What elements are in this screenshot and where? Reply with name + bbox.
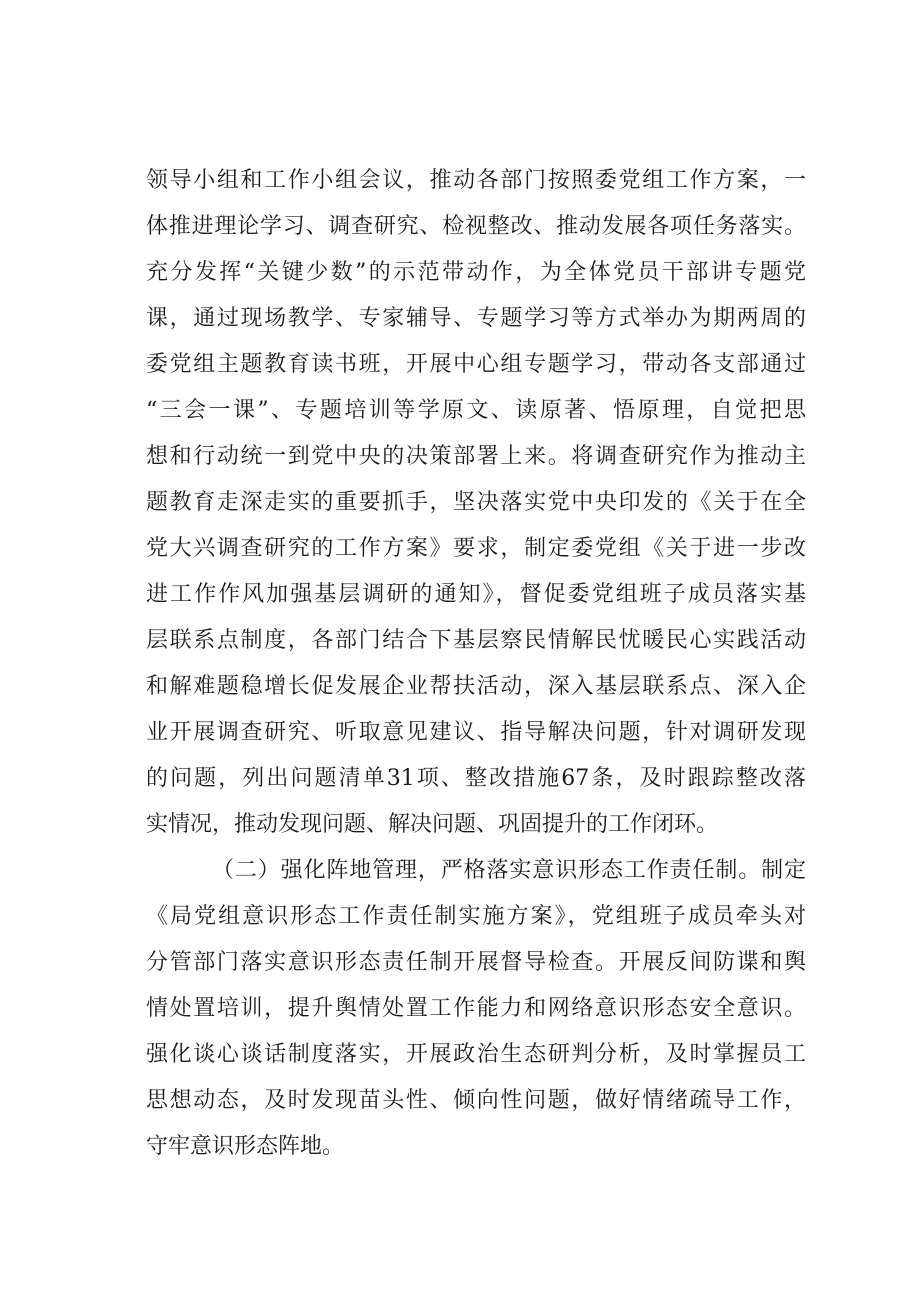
text-line: 守牢意识形态阵地。	[146, 1134, 345, 1159]
section-heading-line: （二）强化阵地管理，严格落实意识形态工作责任制。制定	[212, 858, 806, 883]
text-line: 情处置培训，提升舆情处置工作能力和网络意识形态安全意识。	[146, 996, 806, 1021]
text-line: 领导小组和工作小组会议，推动各部门按照委党组工作方案，一	[146, 168, 806, 193]
text-line: 《局党组意识形态工作责任制实施方案》，党组班子成员牵头对	[146, 904, 806, 929]
text-line: 充分发挥“关键少数”的示范带动作，为全体党员干部讲专题党	[146, 260, 806, 285]
text-line: 进工作作风加强基层调研的通知》，督促委党组班子成员落实基	[146, 582, 806, 607]
text-line: 课，通过现场教学、专家辅导、专题学习等方式举办为期两周的	[146, 306, 806, 331]
text-line: 和解难题稳增长促发展企业帮扶活动，深入基层联系点、深入企	[146, 674, 806, 699]
text-line: 思想动态，及时发现苗头性、倾向性问题，做好情绪疏导工作，	[146, 1088, 806, 1113]
text-line: 题教育走深走实的重要抓手，坚决落实党中央印发的《关于在全	[146, 490, 806, 515]
text-line: 业开展调查研究、听取意见建议、指导解决问题，针对调研发现	[146, 720, 806, 745]
text-line: 委党组主题教育读书班，开展中心组专题学习，带动各支部通过	[146, 352, 806, 377]
text-line: 党大兴调查研究的工作方案》要求，制定委党组《关于进一步改	[146, 536, 806, 561]
text-line: 想和行动统一到党中央的决策部署上来。将调查研究作为推动主	[146, 444, 806, 469]
text-line: 体推进理论学习、调查研究、检视整改、推动发展各项任务落实。	[146, 214, 806, 239]
text-line: 层联系点制度，各部门结合下基层察民情解民忧暖民心实践活动	[146, 628, 806, 653]
text-line: 强化谈心谈话制度落实，开展政治生态研判分析，及时掌握员工	[146, 1042, 806, 1067]
text-line: 实情况，推动发现问题、解决问题、巩固提升的工作闭环。	[146, 812, 719, 837]
text-line: 的问题，列出问题清单31项、整改措施67条，及时跟踪整改落	[146, 766, 806, 791]
body-text	[146, 158, 806, 1170]
text-line: 分管部门落实意识形态责任制开展督导检查。开展反间防谍和舆	[146, 950, 806, 975]
text-line: “三会一课”、专题培训等学原文、读原著、悟原理，自觉把思	[146, 398, 806, 423]
